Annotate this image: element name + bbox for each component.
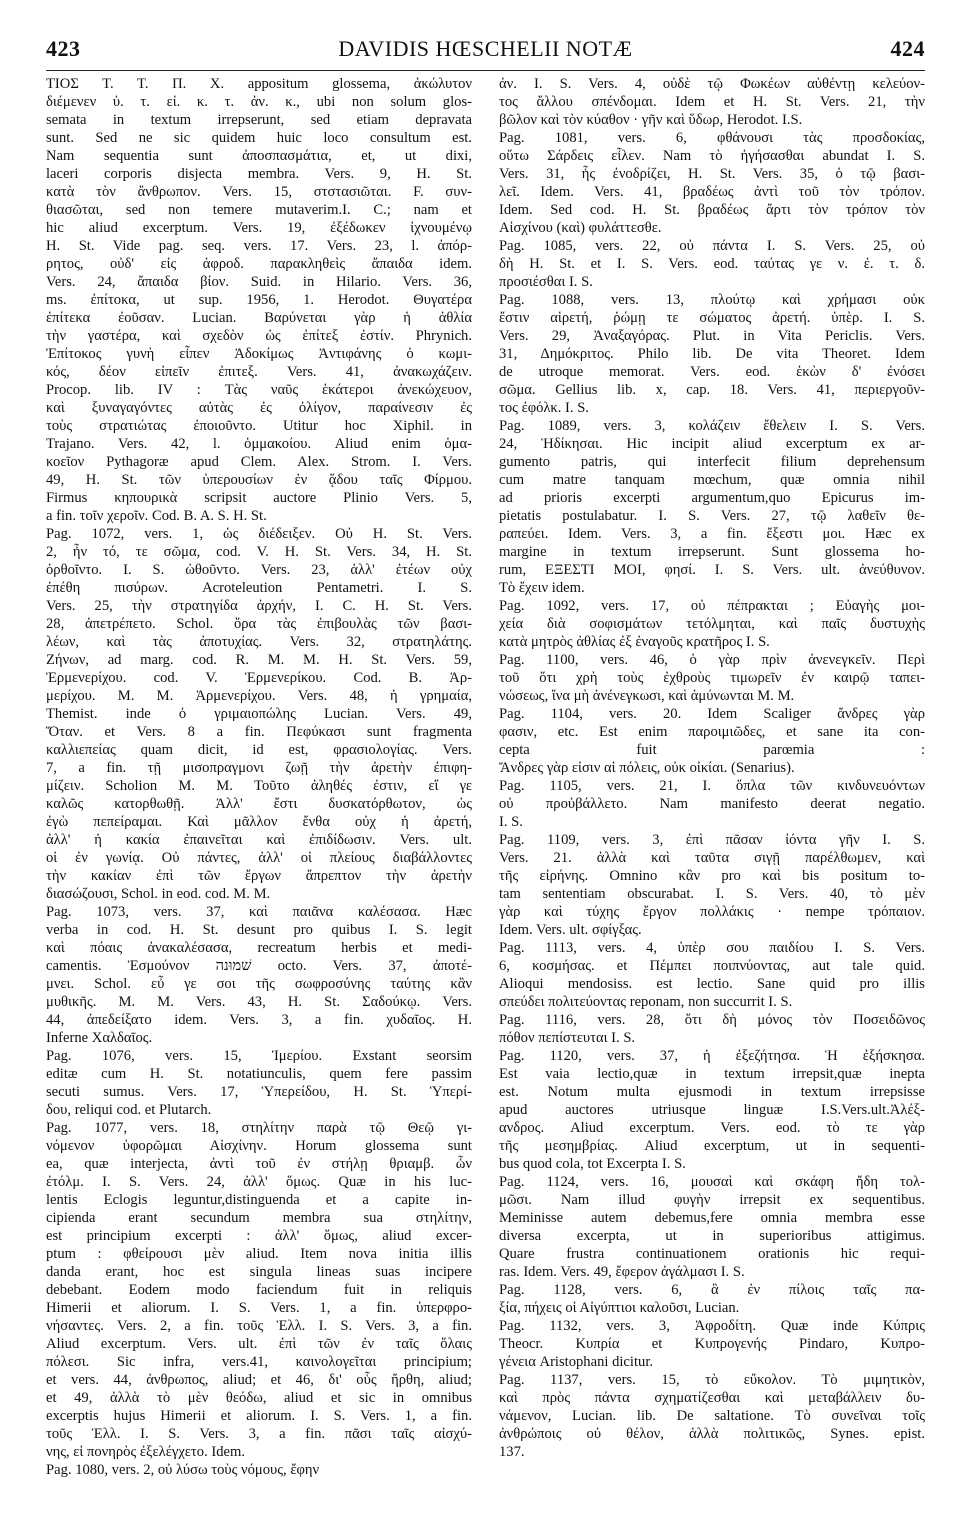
left-column-line: Themist. inde ὁ γριμαιοπώλης Lucian. Vers. 49, xyxy=(46,706,472,722)
right-column-line: Vers. 21. ἀλλὰ καὶ ταῦτα σιγῇ παρέλθωμεν, καὶ xyxy=(499,850,925,866)
left-column-line: 7, a fin. τῇ μισοπραγμονι ζωῇ τὴν ἀρετὴν ἐπιφη- xyxy=(46,760,472,776)
left-column-line: νόμενον ὑφορῶμαι Αἰσχίνην. Horum glossema sunt xyxy=(46,1138,472,1154)
left-column-line: Aliud excerptum. Vers. ult. ἐπὶ τῶν ἐν ταῖς ὅλαις xyxy=(46,1336,472,1352)
right-column-line: βῶλον καὶ τὸν κύαθον · γῆν καὶ ὕδωρ, Herodot. I.S. xyxy=(499,112,803,128)
left-column-line: Ὅταν. et Vers. 8 a fin. Πεφύκασι sunt fragmenta xyxy=(46,724,472,740)
right-column-line: Pag. 1104, vers. 20. Idem Scaliger ἄνδρες γὰρ xyxy=(499,706,925,722)
left-column-line: ἐγὼ πεπείραμαι. Καὶ μᾶλλον ἔνθα οὐχ ἡ ἀρετή, xyxy=(46,814,472,830)
left-column-line: κός, δέον εἰπεῖν ἐπιτεξ. Vers. 41, ἀνακωχάζειν. xyxy=(46,364,472,380)
right-column-line: bus quod cola, tot Excerpta I. S. xyxy=(499,1156,686,1172)
left-column-line: μίζειν. Scholion M. M. Τοῦτο ἀληθές ἐστιν, εἴ γε xyxy=(46,778,472,794)
left-column-line: ptum : φθείρουσι μὲν aliud. Item nova initia illis xyxy=(46,1246,472,1262)
right-column-line: λεῖ. Idem. Vers. 41, βραδέως ἀντὶ τοῦ τὸν τρόπον. xyxy=(499,184,925,200)
left-column-line: ἀλλ' ἡ κακία ἐπαινεῖται καὶ ἐπιδίδωσιν. Vers. ult. xyxy=(46,832,472,848)
left-column-line: κατὰ τὸν ἄνθρωπον. Vers. 15, στστασιῶται. F. συν- xyxy=(46,184,472,200)
left-column-line: Ζήνων, ad marg. cod. R. M. M. H. St. Vers. 59, xyxy=(46,652,472,668)
left-column-line: Nam sequentia sunt ἀποσπασμάτια, et, ut dixi, xyxy=(46,148,472,164)
left-column-line: Procop. lib. IV : Τὰς ναῦς ἑκάτεροι ἀνεκώχευον, xyxy=(46,382,472,398)
left-column-line: ἐπέθη πισύρων. Acroteleution Pentametri. I. S. xyxy=(46,580,472,596)
left-column-line: Ἐπίτοκος γυνὴ εἶπεν Ἀδοκίμως Ἀντιφάνης ὁ κωμι- xyxy=(46,346,472,362)
right-column-line: ἀνθρώποις οὐ θέλον, ἀλλὰ πολιτικῶς, Synes. epist. xyxy=(499,1426,925,1442)
right-column-line: gumento patris, qui interfecit filium deprehensum xyxy=(499,454,925,470)
left-column-line: Pag. 1076, vers. 15, Ἱμερίου. Exstant seorsim xyxy=(46,1048,472,1064)
right-column-line: ξία, πήχεις οἱ Αἰγύπτιοι καλοῦσι, Lucian. xyxy=(499,1300,740,1316)
left-column-line: Himerii et aliorum. I. S. Vers. 1, a fin. ὑπερφρο- xyxy=(46,1300,472,1316)
left-column-line: et vers. 44, ἀνθρωπος, aliud; et 46, δι' οὗς ἤρθη, aliud; xyxy=(46,1372,472,1388)
left-column-line: est principium excerpti : ἀλλ' ὅμως, aliud excer- xyxy=(46,1228,472,1244)
left-column-line: Firmus κηπουρικὰ scripsit auctore Plinio Vers. 5, xyxy=(46,490,472,506)
left-column-line: οἱ ἐν γωνίᾳ. Οὐ πάντες, ἀλλ' οἱ πλείους διαβάλλοντες xyxy=(46,850,472,866)
right-column-line: οὐ προὐβάλλετο. Nam manifesto deerat negatio. xyxy=(499,796,925,812)
right-column-line: σῶμα. Gellius lib. x, cap. 18. Vers. 41, περιεργοῦν- xyxy=(499,382,925,398)
right-column-line: Pag. 1109, vers. 3, ἐπὶ πᾶσαν ἰόντα γῆν I. S. xyxy=(499,832,925,848)
left-column-line: ΤΙΟΣ Τ. Τ. Π. Χ. appositum glossema, ἀκώλυτον xyxy=(46,76,472,92)
right-column-line: de utroque memorat. Vers. eod. ἑκὼν δ' ἐνόσει xyxy=(499,364,925,380)
right-column-line: ραπεύει. Idem. Vers. 3, a fin. ἔξεστι μοι. Hæc ex xyxy=(499,526,925,542)
left-column-line: δου, reliqui cod. et Plutarch. xyxy=(46,1102,212,1118)
left-column-line: danda erant, hoc est singula lineas suas incipere xyxy=(46,1264,472,1280)
left-column-line: τοὺς στρατιώτας ἐποιοῦντο. Utitur hoc Xiphil. in xyxy=(46,418,472,434)
left-column-line: Trajano. Vers. 42, l. ὁμμακοίου. Aliud enim ὁμα- xyxy=(46,436,472,452)
right-column-line: φασιν, etc. Est enim παροιμιῶδες, et sane ita con- xyxy=(499,724,925,740)
right-column-line: Pag. 1132, vers. 3, Ἀφροδίτη. Quæ inde Κύπρις xyxy=(499,1318,925,1334)
left-column-line: 49, H. St. τῶν ὑπερουσίων ἐν ᾅδου ταῖς Φίρμου. xyxy=(46,472,472,488)
right-column-line: τῆς μεσημβρίας. Aliud excerptum, ut in sequenti- xyxy=(499,1138,925,1154)
right-column-line: Quare frustra continuationem orationis hic requi- xyxy=(499,1246,925,1262)
left-column-line: Pag. 1077, vers. 18, στηλίτην παρὰ τῷ Θεῷ γι- xyxy=(46,1120,472,1136)
right-column-line: ἀν. I. S. Vers. 4, οὐδὲ τῷ Φωκέων αὐθέντῃ κελεύον- xyxy=(499,76,925,92)
left-column-line: Inferne Χαλδαῖος. xyxy=(46,1030,153,1046)
left-column-line: καλλιεπείας quam dicit, id est, φρασιολογίας. Vers. xyxy=(46,742,472,758)
left-column-line: τὴν γαστέρα, καὶ σχεδὸν ὡς ἐπίτεξ ἐστίν. Phrynich. xyxy=(46,328,472,344)
right-column-line: κατὰ μητρὸς ἀθλίας ἐξ ἐναγοῦς κρατῆρος I. S. xyxy=(499,634,770,650)
right-column-line: προσιέσθαι I. S. xyxy=(499,274,593,290)
left-column-line: μυθικῆς. M. M. Vers. 43, H. St. Σαδούκῳ. Vers. xyxy=(46,994,472,1010)
right-column-line: I. S. xyxy=(499,814,523,830)
right-column-line: Theocr. Κυπρία et Κυπρογενής Pindaro, Κυπρο- xyxy=(499,1336,925,1352)
left-column-line: sunt. Sed ne sic quidem huic loco consultum est. xyxy=(46,130,472,146)
right-column-line: τοῦ ὅτι χρὴ τοὺς ἐχθροὺς τιμωρεῖν ἐν καιρῷ ταπει- xyxy=(499,670,925,686)
left-column-line: καλῶς κατορθωθῇ. Ἀλλ' ἔστι δυσκατόρθωτον, ὡς xyxy=(46,796,472,812)
left-column-line: τὴν κακίαν ἐπὶ τῶν ἔργων ἄπρεπτον τὴν ἀρετὴν xyxy=(46,868,472,884)
left-column-line: νης, εἰ πονηρὸς ἐξελέγχετο. Idem. xyxy=(46,1444,246,1460)
right-column-line: Meminisse autem debemus,fere omnia membra esse xyxy=(499,1210,925,1226)
right-column-line: apud auctores utriusque linguæ I.S.Vers.ult.Ἀλέξ- xyxy=(499,1102,925,1118)
right-column-line: καὶ πρὸς πάντα σχηματίζεσθαι καὶ μεταβάλλειν δυ- xyxy=(499,1390,925,1406)
right-column-line: Ἄνδρες γὰρ εἰσιν αἱ πόλεις, οὐκ οἰκίαι. (Senarius). xyxy=(499,760,795,776)
text-columns xyxy=(46,75,925,1479)
left-column-line: editæ cum H. St. notatiunculis, quem fere passim xyxy=(46,1066,472,1082)
left-column-line: a fin. τοῖν χεροῖν. Cod. B. A. S. H. St. xyxy=(46,508,267,524)
left-column-line: et 49, ἀλλὰ τὸ μὲν θεόδω, aliud et sic in omnibus xyxy=(46,1390,472,1406)
left-column-line: διασώζουσι, Schol. in eod. cod. M. M. xyxy=(46,886,271,902)
right-column-line: Alioqui mendosiss. est lectio. Sane quid pro illis xyxy=(499,976,925,992)
left-column-line: διέμενεν ὑ. τ. εἰ. κ. τ. ἀν. κ., ubi non solum glos- xyxy=(46,94,472,110)
right-column-line: pietatis postulabatur. I. S. Vers. 27, τῷ λαθεῖν θε- xyxy=(499,508,925,524)
right-column-line: Vers. 31, ἧς ἐνοδρίζει, H. St. Vers. 35, ὁ τῷ βασι- xyxy=(499,166,925,182)
right-column-line: Pag. 1137, vers. 15, τὸ εὔκολον. Τὸ μιμητικὸν, xyxy=(499,1372,925,1388)
right-column-line: Pag. 1113, vers. 4, ὑπὲρ σου παιδίου I. S. Vers. xyxy=(499,940,925,956)
right-column-line: νάμενον, Lucian. lib. De saltatione. Τὸ συνεῖναι τοῖς xyxy=(499,1408,925,1424)
right-column-line: Τὸ ἔχειν idem. xyxy=(499,580,585,596)
right-column xyxy=(499,75,925,1479)
right-column-line: 6, κοσμήσας. et Πέμπει ποιπνύοντας, aut tale quid. xyxy=(499,958,925,974)
left-column-line: πόλεσι. Sic infra, vers.41, καινολογεῖται principium; xyxy=(46,1354,472,1370)
left-column-line: cipienda erant secundum membra sua στηλίτην, xyxy=(46,1210,472,1226)
left-column-line: semata in textum irrepserunt, sed etiam depravata xyxy=(46,112,472,128)
left-column-line: καὶ πόαις ἀνακαλέσασα, recreatum herbis et medi- xyxy=(46,940,472,956)
right-column-line: Vers. 29, Ἀναξαγόρας. Plut. in Vita Periclis. Vers. xyxy=(499,328,925,344)
left-column xyxy=(46,75,472,1479)
left-column-line: lentis Eclogis leguntur,distinguenda et a capite in- xyxy=(46,1192,472,1208)
running-head xyxy=(46,36,925,66)
right-column-line: rum, ΕΞΕΣΤΙ ΜΟΙ, φησί. I. S. Vers. ult. ἀνεύθυνον. xyxy=(499,562,925,578)
left-column-line: verba in cod. H. St. desunt pro quibus I. S. legit xyxy=(46,922,472,938)
right-column-line: μῶσι. Nam illud φυγὴν irrepsit ex sequentibus. xyxy=(499,1192,925,1208)
running-title: DAVIDIS HŒSCHELII NOTÆ xyxy=(338,36,633,61)
left-column-line: 44, ἀπεδείξατο idem. Vers. 3, a fin. χυδαῖος. H. xyxy=(46,1012,472,1028)
left-column-line: κοεῖον Pythagoræ apud Clem. Alex. Strom. I. Vers. xyxy=(46,454,472,470)
right-column-line: 137. xyxy=(499,1444,525,1460)
left-column-line: laceri corporis disjecta membra. Vers. 9, H. St. xyxy=(46,166,472,182)
left-column-line: hic aliud excerptum. Vers. 19, ἐξέδωκεν ἰχνουμένῳ xyxy=(46,220,472,236)
right-column-line: Pag. 1088, vers. 13, πλούτῳ καὶ χρήμασι οὐκ xyxy=(499,292,925,308)
left-column-line: λέων, καὶ τὰς ἀποτυχίας. Vers. 32, στρατηλάτης. xyxy=(46,634,472,650)
right-column-line: Idem. Sed cod. H. St. βραδέως ἄρτι τὸν τρόπον τὸν xyxy=(499,202,925,218)
right-column-line: Pag. 1089, vers. 3, κολάζειν ἔθελειν I. S. Vers. xyxy=(499,418,925,434)
right-column-line: 31, Δημόκριτος. Philo lib. De vita Theoret. Idem xyxy=(499,346,925,362)
right-column-line: ad prioris excerpti argumentum,quo Epicurus im- xyxy=(499,490,925,506)
right-column-line: Pag. 1128, vers. 6, ἃ ἐν πίλοις ταῖς πα- xyxy=(499,1282,925,1298)
left-column-line: θιασῶται, sed non temere mutaverim.I. C.; nam et xyxy=(46,202,472,218)
left-column-line: 2, ἦν τό, τε σῶμα, cod. V. H. St. Vers. 34, H. St. xyxy=(46,544,472,560)
right-column-line: πόθον πεπίστευται I. S. xyxy=(499,1030,636,1046)
right-column-line: Αἰσχίνου (καὶ) φυλάττεσθε. xyxy=(499,220,662,236)
left-column-line: Pag. 1073, vers. 37, καὶ παιᾶνα καλέσασα. Hæc xyxy=(46,904,472,920)
right-column-line: ανδρος. Aliud excerptum. Vers. eod. τὸ τε γὰρ xyxy=(499,1120,925,1136)
right-column-line: Pag. 1116, vers. 28, ὅτι δὴ μόνος τὸν Ποσειδῶνος xyxy=(499,1012,925,1028)
left-column-line: Vers. 24, ἄπαιδα βίον. Suid. in Hilario. Vers. 36, xyxy=(46,274,472,290)
right-column-line: τῆς εἰρήνης. Omnino κἂν pro καὶ bis positum to- xyxy=(499,868,925,884)
right-column-line: Pag. 1092, vers. 17, οὐ πέπρακται ; Εὐαγὴς μοι- xyxy=(499,598,925,614)
right-column-line: τος ἐφόλκ. I. S. xyxy=(499,400,589,416)
right-column-line: οὕτω Σάρδεις εἶλεν. Nam τὸ ἡγήσασθαι abundat I. S. xyxy=(499,148,925,164)
left-column-line: excerptis hujus Himerii et aliorum. I. S. Vers. 1, a fin. xyxy=(46,1408,472,1424)
right-column-line: cum matre tanquam mœchum, quæ omnia nihil xyxy=(499,472,925,488)
right-column-line: Pag. 1105, vers. 21, I. ὅπλα τῶν κινδυνευόντων xyxy=(499,778,925,794)
right-column-line: Pag. 1085, vers. 22, οὐ πάντα I. S. Vers. 25, οὐ xyxy=(499,238,925,254)
left-column-line: ἐπίτεκα ἐοῦσαν. Lucian. Βαρύνεται γὰρ ἡ ἀθλία xyxy=(46,310,472,326)
right-column-line: Pag. 1100, vers. 46, ὁ γὰρ πρὶν ἀνενεγκεῖν. Περὶ xyxy=(499,652,925,668)
left-column-line: ms. ἐπίτοκα, ut sup. 1956, 1. Herodot. Θυγατέρα xyxy=(46,292,472,308)
right-column-line: cepta fuit parœmia : xyxy=(499,742,925,758)
right-column-line: tam sententiam obscurabat. I. S. Vers. 40, τὸ μὲν xyxy=(499,886,925,902)
left-column-line: καὶ ξυναγαγόντες αὐτὰς ἐς ὀλίγον, παραίνεσιν ἐς xyxy=(46,400,472,416)
left-column-line: ἐτόλμ. I. S. Vers. 24, ἀλλ' ὅμως. Quæ in his luc- xyxy=(46,1174,472,1190)
right-column-line: 24, Ἡδίκησαι. Hic incipit aliud excerptum ex ar- xyxy=(499,436,925,452)
left-column-line: 28, ἀπετρέπετο. Schol. ὅρα τὰς ἐπιβουλὰς τῶν βασι- xyxy=(46,616,472,632)
right-column-line: Pag. 1124, vers. 16, μουσαὶ καὶ σκάφη ἤδη τολ- xyxy=(499,1174,925,1190)
page-number-left: 423 xyxy=(46,36,81,61)
right-column-line: Idem. Vers. ult. σφίγξας. xyxy=(499,922,642,938)
right-column-line: est. Notum multa ejusmodi in textum irrepsisse xyxy=(499,1084,925,1100)
left-column-line: ὀρθοῖντο. I. S. ὠθοῦντο. Vers. 23, ἀλλ' ἐτέων οὐχ xyxy=(46,562,472,578)
right-column-line: χεία διὰ σοφισμάτων τετόλμηται, καὶ παῖς δυστυχὴς xyxy=(499,616,925,632)
left-column-line: ea, quæ interjecta, ἀντὶ τοῦ ἐν στήλῃ θριαμβ. ὧν xyxy=(46,1156,472,1172)
left-column-line: ρητος, οὐδ' εἰς ἀφροδ. παρακληθεὶς ἄπαιδα idem. xyxy=(46,256,472,272)
left-column-line: τοῦς Ἑλλ. I. S. Vers. 3, a fin. πᾶσι ταῖς αἰσχύ- xyxy=(46,1426,472,1442)
right-column-line: margine in textum irrepserunt. Sunt glossema ho- xyxy=(499,544,925,560)
right-column-line: Est vaia lectio,quæ in textum irrepsit,quæ inepta xyxy=(499,1066,925,1082)
left-column-line: μνει. Schol. εὖ γε σοι τῆς σωφροσύνης ταύτης κἂν xyxy=(46,976,472,992)
right-column-line: Pag. 1120, vers. 37, ἡ ἐξεζήτησα. Ἡ ἐξήσκησα. xyxy=(499,1048,925,1064)
right-column-line: Pag. 1081, vers. 6, φθάνουσι τὰς προσδοκίας, xyxy=(499,130,925,146)
right-column-line: ἔστιν αἱρετή, ῥώμῃ τε σώματος ἀρετή. ὑπὲρ. I. S. xyxy=(499,310,925,326)
left-column-line: H. St. Vide pag. seq. vers. 17. Vers. 23, l. ἀπόρ- xyxy=(46,238,472,254)
header-rule xyxy=(46,70,925,71)
right-column-line: δὴ H. St. et I. S. Vers. eod. ταύτας γε ν. ἐ. τ. δ. xyxy=(499,256,925,272)
right-column-line: γένεια Aristophani dicitur. xyxy=(499,1354,654,1370)
left-column-line: secuti sumus. Vers. 17, Ὑπερείδου, H. St. Ὑπερί- xyxy=(46,1084,472,1100)
right-column-line: τος ἄλλου σπένδομαι. Idem et H. St. Vers. 21, τὴν xyxy=(499,94,925,110)
left-column-line: Pag. 1072, vers. 1, ὡς διέδειξεν. Οὐ H. St. Vers. xyxy=(46,526,472,542)
left-column-line: μερίχου. M. M. Ἀρμενερίχου. Vers. 48, ἡ γρημαία, xyxy=(46,688,472,704)
left-column-line: Ἑρμενερίχου. cod. V. Ἑρμενερίκου. Cod. B. Ἀρ- xyxy=(46,670,472,686)
left-column-line: debebant. Eodem modo faciendum fuit in reliquis xyxy=(46,1282,472,1298)
page-number-right: 424 xyxy=(890,36,925,61)
left-column-line: νήσαντες. Vers. 2, a fin. τοῦς Ἑλλ. I. S. Vers. 3, a fin. xyxy=(46,1318,472,1334)
left-column-line: camentis. Ἐσμούνον שׁמוּנה octo. Vers. 37, ἀποτέ- xyxy=(46,958,472,974)
right-column-line: γὰρ καὶ τύχης ἔργον πολλάκις · nempe τρόπαιον. xyxy=(499,904,925,920)
right-column-line: diversa excerpta, ut in superioribus attigimus. xyxy=(499,1228,925,1244)
right-column-line: ras. Idem. Vers. 49, ἔφερον ἀγάλμασι I. S. xyxy=(499,1264,745,1280)
left-column-line: Vers. 25, τὴν στρατηγίδα ἀρχήν, I. C. H. St. Vers. xyxy=(46,598,472,614)
right-column-line: νώσεως, ἵνα μὴ ἀνένεγκωσι, καὶ ἀμύνωνται M. M. xyxy=(499,688,795,704)
right-column-line: σπεύδει πολιτεύοντας reponam, non succurrit I. S. xyxy=(499,994,793,1010)
left-column-line: Pag. 1080, vers. 2, οὐ λύσω τοὺς νόμους, ἔφην xyxy=(46,1462,320,1478)
